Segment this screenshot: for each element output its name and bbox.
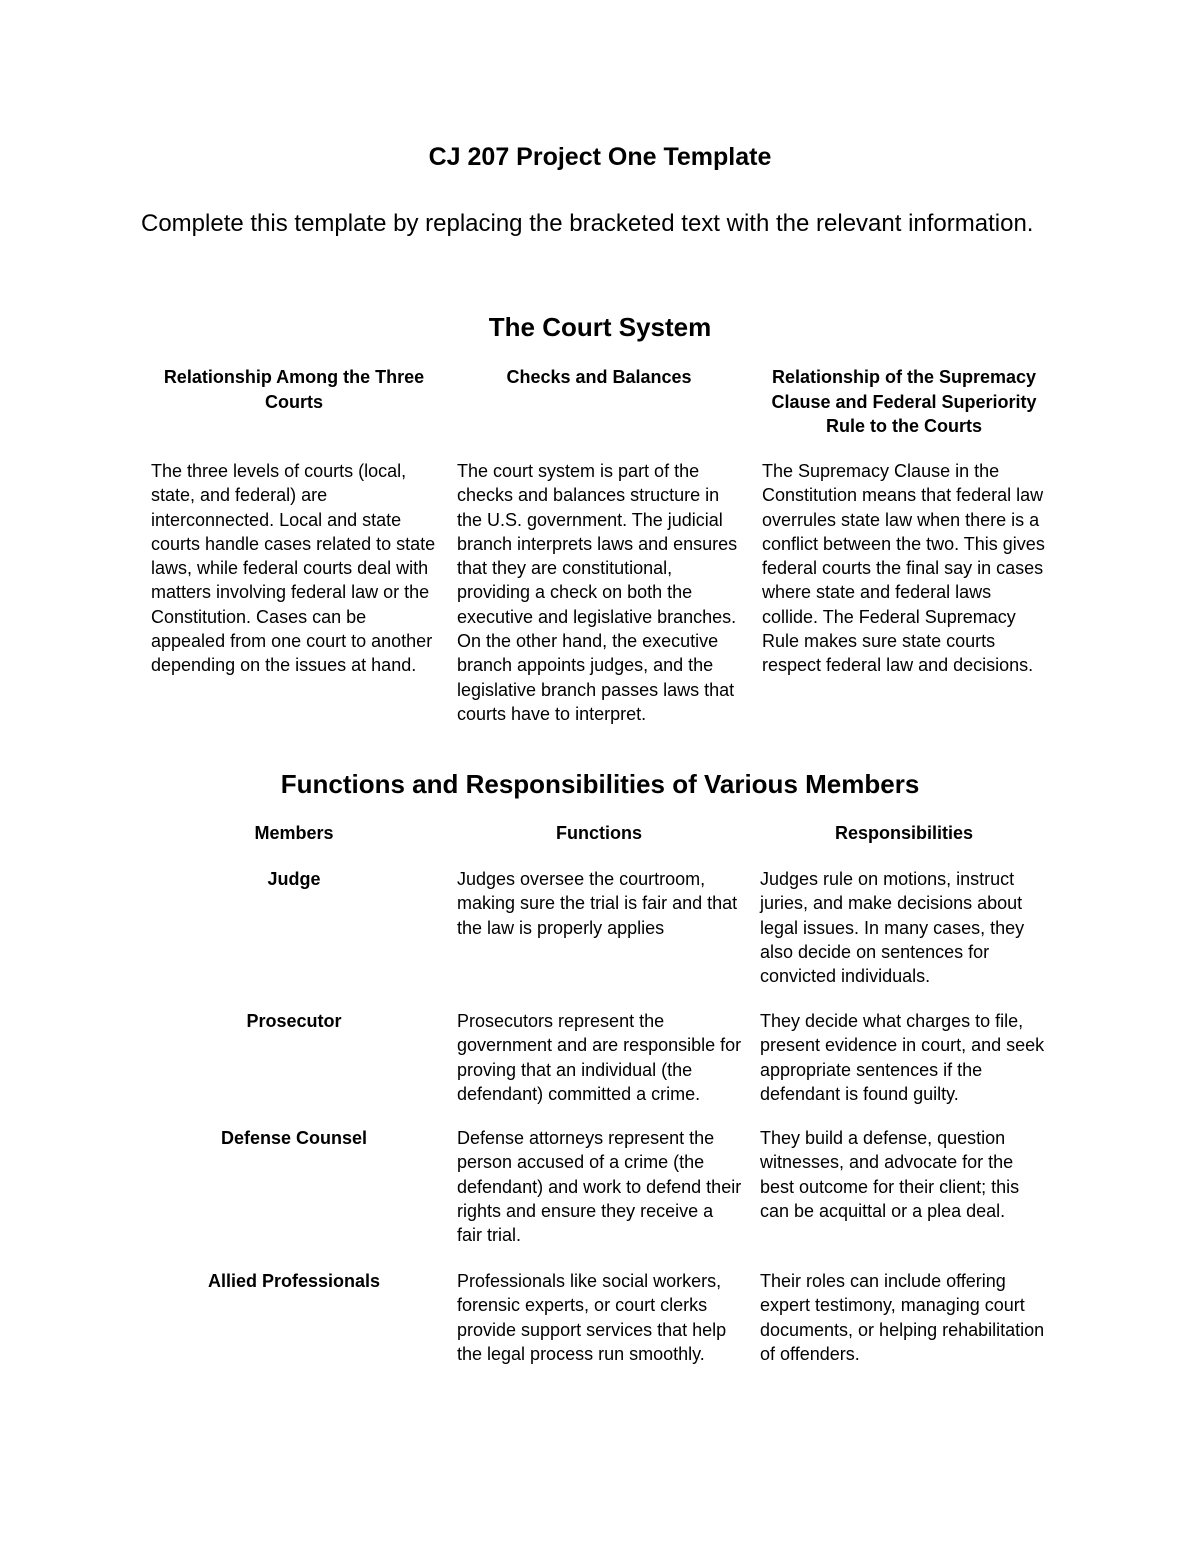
function-cell-allied-professionals: Professionals like social workers, forensic experts, or court clerks provide support services that help the legal process run smoothly. <box>457 1271 727 1364</box>
responsibility-cell-defense-counsel: They build a defense, question witnesses, and advocate for the best outcome for their client; this can be acquittal or a plea deal. <box>760 1128 1020 1221</box>
function-cell-prosecutor: Prosecutors represent the government and are responsible for proving that an individual (the defendant) committed a crime. <box>457 1011 742 1104</box>
court-system-heading: The Court System <box>488 312 712 342</box>
responsibilities-column-header: Responsibilities <box>834 823 974 843</box>
function-cell-defense-counsel: Defense attorneys represent the person accused of a crime (the defendant) and work to defend their rights and ensure they receive a fair trial. <box>457 1128 742 1246</box>
member-name-defense-counsel: Defense Counsel <box>220 1128 368 1148</box>
document-title: CJ 207 Project One Template <box>428 143 772 171</box>
responsibility-cell-prosecutor: They decide what charges to file, present evidence in court, and seek appropriate sentences if the defendant is found guilty. <box>760 1011 1045 1104</box>
instructions-text: Complete this template by replacing the bracketed text with the relevant information. <box>141 210 1034 237</box>
functions-column-header: Functions <box>556 823 642 843</box>
members-column-header: Members <box>254 823 334 843</box>
responsibility-cell-judge: Judges rule on motions, instruct juries, and make decisions about legal issues. In many cases, they also decide on sentences for convicted individuals. <box>760 869 1025 987</box>
member-name-prosecutor: Prosecutor <box>246 1011 342 1031</box>
court-column-header-checks: Checks and Balances <box>506 367 692 387</box>
court-column-header-relationship: Relationship Among the Three Courts <box>163 367 425 412</box>
court-cell-supremacy: The Supremacy Clause in the Constitution means that federal law overrules state law when there is a conflict between the two. This gives federal courts the final say in cases where state and federal laws collide. The Federal Supremacy Rule makes sure state courts respect federal law and decisions. <box>762 461 1045 676</box>
members-section-heading: Functions and Responsibilities of Various Members <box>280 769 920 799</box>
court-cell-checks: The court system is part of the checks and balances structure in the U.S. government. The judicial branch interprets laws and ensures that they are constitutional, providing a check on both the executive and legislative branches. On the other hand, the executive branch appoints judges, and the legislative branch passes laws that courts have to interpret. <box>457 461 738 724</box>
court-cell-relationship: The three levels of courts (local, state, and federal) are interconnected. Local and state courts handle cases related to state laws, while federal courts deal with matters involving federal law or the Constitution. Cases can be appealed from one court to another depending on the issues at hand. <box>151 461 436 676</box>
responsibility-cell-allied-professionals: Their roles can include offering expert testimony, managing court documents, or helping rehabilitation of offenders. <box>760 1271 1045 1364</box>
member-name-allied-professionals: Allied Professionals <box>207 1271 381 1291</box>
member-name-judge: Judge <box>267 869 321 889</box>
function-cell-judge: Judges oversee the courtroom, making sure the trial is fair and that the law is properly applies <box>457 869 738 938</box>
court-column-header-supremacy: Relationship of the Supremacy Clause and Federal Superiority Rule to the Courts <box>771 367 1037 436</box>
